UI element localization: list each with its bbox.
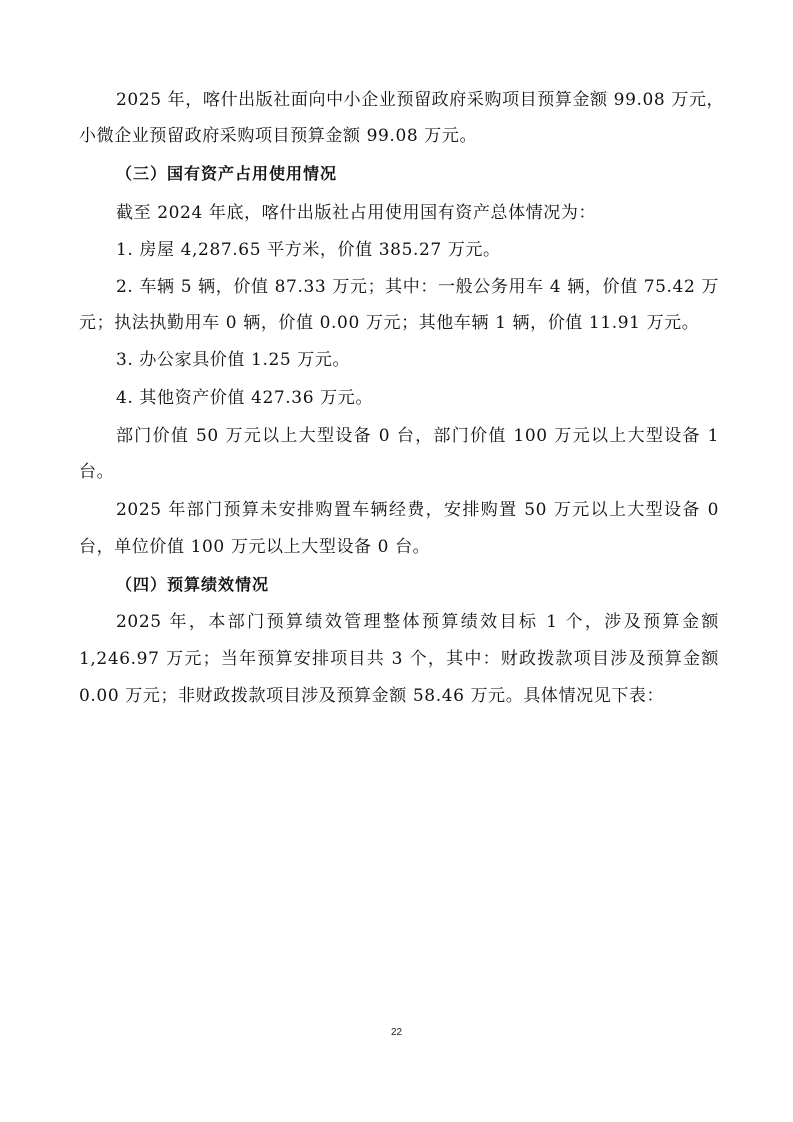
paragraph-assets-intro: 截至 2024 年底，喀什出版社占用使用国有资产总体情况为：	[116, 203, 597, 223]
section-heading-assets: （三）国有资产占用使用情况	[116, 164, 338, 183]
list-item-vehicles-line-2: 元；执法执勤用车 0 辆，价值 0.00 万元；其他车辆 1 辆，价值 11.91 万元。	[79, 313, 700, 333]
paragraph-equipment-line-1: 部门价值 50 万元以上大型设备 0 台，部门价值 100 万元以上大型设备 1	[116, 426, 719, 446]
paragraph-vehicle-budget-line-2: 台，单位价值 100 万元以上大型设备 0 台。	[79, 537, 431, 557]
paragraph-performance-line-3: 0.00 万元；非财政拨款项目涉及预算金额 58.46 万元。具体情况见下表：	[79, 686, 665, 706]
paragraph-procurement-line-1: 2025 年，喀什出版社面向中小企业预留政府采购项目预算金额 99.08 万元，	[116, 90, 725, 110]
paragraph-performance-line-2: 1,246.97 万元；当年预算安排项目共 3 个，其中：财政拨款项目涉及预算金额	[79, 649, 719, 669]
paragraph-equipment-line-2: 台。	[79, 462, 115, 482]
paragraph-procurement-line-2: 小微企业预留政府采购项目预算金额 99.08 万元。	[79, 126, 478, 146]
page-number: 22	[390, 1027, 403, 1038]
list-item-vehicles-line-1: 2. 车辆 5 辆，价值 87.33 万元；其中：一般公务用车 4 辆，价值 75.42 万	[116, 277, 719, 297]
list-item-other-assets: 4. 其他资产价值 427.36 万元。	[116, 388, 373, 408]
list-item-furniture: 3. 办公家具价值 1.25 万元。	[116, 350, 351, 370]
paragraph-performance-line-1: 2025 年，本部门预算绩效管理整体预算绩效目标 1 个，涉及预算金额	[116, 612, 719, 632]
list-item-housing: 1. 房屋 4,287.65 平方米，价值 385.27 万元。	[116, 240, 501, 260]
section-heading-performance: （四）预算绩效情况	[116, 575, 270, 594]
paragraph-vehicle-budget-line-1: 2025 年部门预算未安排购置车辆经费，安排购置 50 万元以上大型设备 0	[116, 500, 719, 520]
